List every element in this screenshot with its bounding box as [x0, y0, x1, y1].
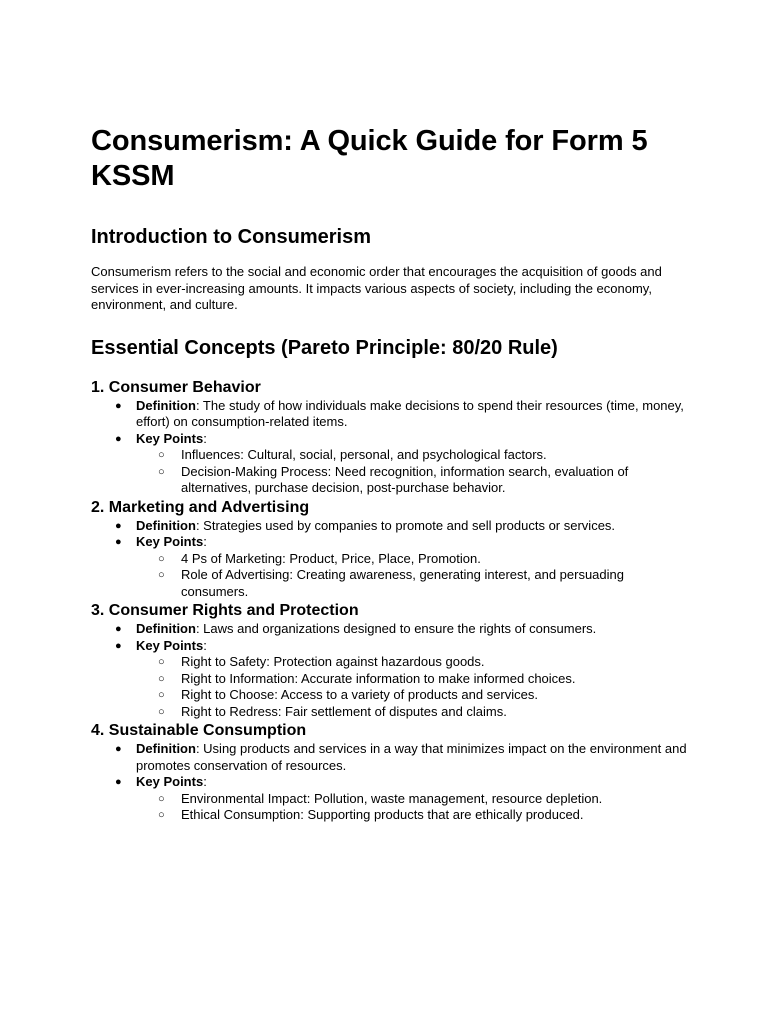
bullet-icon: ● — [115, 399, 122, 412]
hollow-bullet-icon: ○ — [158, 569, 165, 581]
key-points-label: Key Points — [136, 774, 204, 789]
bullet-icon: ● — [115, 519, 122, 532]
concepts-heading: Essential Concepts (Pareto Principle: 80/20 Rule) — [91, 336, 558, 359]
section-list — [91, 741, 691, 824]
hollow-bullet-icon: ○ — [158, 449, 165, 461]
definition-text: : Using products and services in a way that minimizes impact on the environment and promotes conservation of resources. — [136, 741, 687, 773]
key-point-item — [136, 447, 691, 464]
intro-heading: Introduction to Consumerism — [91, 226, 371, 248]
colon-text: : — [203, 430, 207, 446]
section-consumer-rights — [91, 600, 691, 720]
definition-item — [91, 741, 691, 774]
definition-text: : Laws and organizations designed to ensure the rights of consumers. — [195, 621, 597, 636]
section-heading: 4. Sustainable Consumption — [91, 722, 307, 739]
hollow-bullet-icon: ○ — [158, 705, 165, 718]
intro-paragraph: Consumerism refers to the social and economic order that encourages the acquisition of goods and services in ever-increasing amounts. It impacts various aspects of society, including the economy, environment, and culture. — [91, 264, 662, 312]
bullet-icon: ● — [115, 432, 122, 445]
section-list — [91, 621, 691, 720]
document-content — [91, 124, 691, 824]
bullet-icon: ● — [115, 623, 122, 635]
definition-item — [91, 518, 691, 535]
key-point-item — [136, 807, 691, 824]
key-point-item — [136, 654, 691, 671]
key-point-item — [136, 671, 691, 688]
bullet-icon: ● — [115, 536, 122, 548]
hollow-bullet-icon: ○ — [158, 792, 165, 805]
key-point-item — [136, 551, 691, 568]
key-points-list — [136, 791, 691, 824]
definition-label: Definition — [136, 517, 196, 533]
section-marketing-advertising — [91, 497, 691, 601]
key-point-item — [136, 567, 691, 600]
section-list — [91, 518, 691, 601]
key-points-list — [136, 551, 691, 601]
hollow-bullet-icon: ○ — [158, 809, 165, 821]
colon-text: : — [203, 774, 207, 789]
definition-item — [91, 621, 691, 638]
key-points-item — [91, 774, 691, 824]
key-points-label: Key Points — [136, 430, 204, 446]
section-heading: 3. Consumer Rights and Protection — [91, 602, 359, 619]
section-list — [91, 398, 691, 497]
definition-label: Definition — [136, 397, 196, 413]
key-point-item — [136, 791, 691, 808]
hollow-bullet-icon: ○ — [158, 656, 165, 668]
key-point-text: Right to Choose: Access to a variety of products and services. — [181, 687, 538, 702]
key-points-item — [91, 638, 691, 721]
bullet-icon: ● — [115, 776, 122, 788]
definition-label: Definition — [136, 741, 196, 756]
definition-item — [91, 398, 691, 431]
section-heading: 2. Marketing and Advertising — [91, 498, 310, 516]
definition-text: : The study of how individuals make decisions to spend their resources (time, money, effort) on consumption-related items. — [136, 397, 684, 429]
section-sustainable-consumption — [91, 720, 691, 824]
key-point-item — [136, 704, 691, 721]
bullet-icon: ● — [115, 639, 122, 652]
key-points-item — [91, 431, 691, 497]
hollow-bullet-icon: ○ — [158, 465, 165, 478]
section-consumer-behavior — [91, 377, 691, 497]
key-point-text: Ethical Consumption: Supporting products that are ethically produced. — [181, 807, 584, 822]
key-point-text: Role of Advertising: Creating awareness, generating interest, and persuading consumers. — [181, 567, 624, 599]
key-point-text: Right to Safety: Protection against hazardous goods. — [181, 654, 485, 669]
definition-text: : Strategies used by companies to promote and sell products or services. — [195, 517, 616, 533]
key-points-list — [136, 654, 691, 720]
colon-text: : — [203, 534, 207, 549]
hollow-bullet-icon: ○ — [158, 552, 165, 565]
section-heading: 1. Consumer Behavior — [91, 378, 261, 396]
hollow-bullet-icon: ○ — [158, 672, 165, 685]
key-points-label: Key Points — [136, 637, 204, 653]
colon-text: : — [203, 637, 207, 653]
key-point-text: Decision-Making Process: Need recognition, information search, evaluation of alternatives, purchase decision, post-purchase behavior. — [181, 463, 629, 495]
key-points-item — [91, 534, 691, 600]
hollow-bullet-icon: ○ — [158, 689, 165, 701]
page-title: Consumerism: A Quick Guide for Form 5 KSSM — [91, 125, 648, 192]
key-points-label: Key Points — [136, 534, 204, 549]
key-point-item — [136, 464, 691, 497]
key-point-text: Influences: Cultural, social, personal, and psychological factors. — [181, 447, 547, 462]
definition-label: Definition — [136, 621, 196, 636]
key-point-text: Environmental Impact: Pollution, waste management, resource depletion. — [181, 790, 603, 806]
bullet-icon: ● — [115, 743, 122, 755]
key-point-item — [136, 687, 691, 704]
key-point-text: Right to Information: Accurate information to make informed choices. — [181, 670, 576, 686]
key-point-text: Right to Redress: Fair settlement of disputes and claims. — [181, 703, 507, 719]
key-points-list — [136, 447, 691, 497]
key-point-text: 4 Ps of Marketing: Product, Price, Place, Promotion. — [181, 550, 481, 566]
